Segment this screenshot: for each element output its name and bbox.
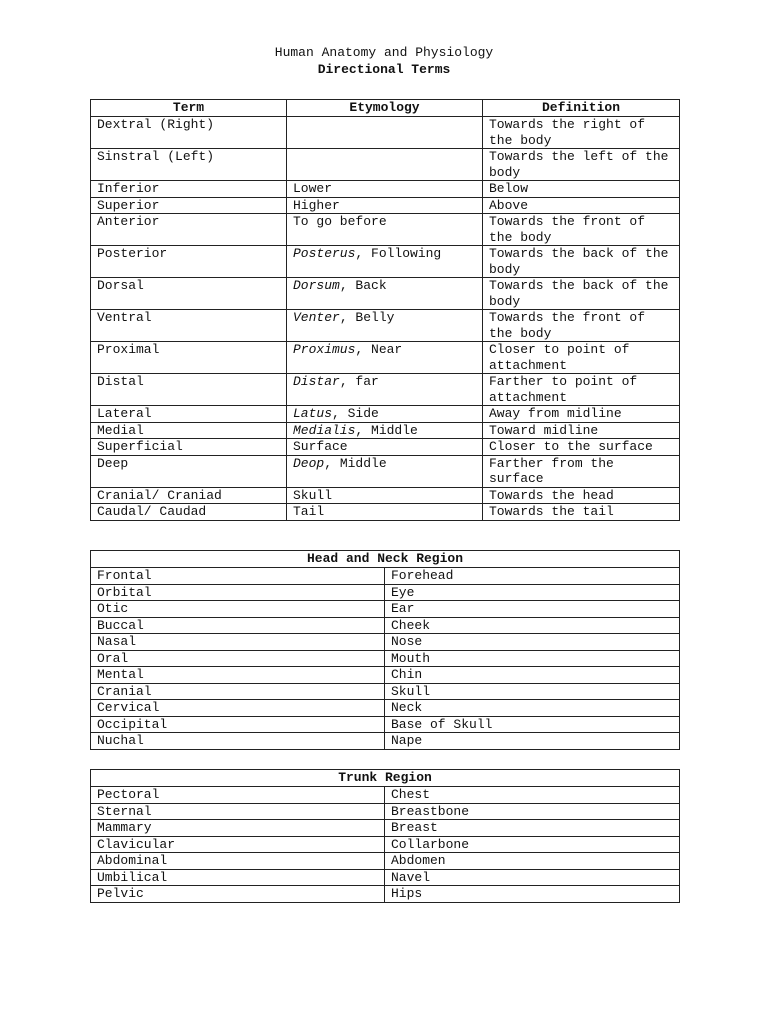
region-meaning-cell: Breastbone: [385, 803, 680, 820]
definition-cell: Towards the left of the body: [483, 149, 680, 181]
region-term-cell: Pectoral: [91, 787, 385, 804]
term-cell: Lateral: [91, 406, 287, 423]
term-cell: Dextral (Right): [91, 117, 287, 149]
etymology-cell: [287, 246, 483, 278]
table-row: [91, 246, 680, 278]
term-cell: Dorsal: [91, 278, 287, 310]
etymology-cell: [287, 374, 483, 406]
table-row: [91, 504, 680, 521]
table-row: [91, 406, 680, 423]
etymology-meaning: , Back: [339, 278, 387, 293]
etymology-meaning: , Middle: [324, 455, 387, 471]
region-term-cell: Orbital: [91, 584, 385, 601]
section-title: Directional Terms: [317, 62, 451, 77]
table-row: [91, 886, 680, 903]
etymology-root: Distar: [293, 374, 340, 389]
etymology-meaning: , Middle: [355, 422, 418, 438]
region-meaning-cell: Chin: [385, 667, 680, 684]
definition-cell: Closer to the surface: [483, 439, 680, 456]
region-meaning-cell: Neck: [385, 700, 680, 717]
head-neck-title: Head and Neck Region: [91, 551, 680, 568]
etymology-cell: [287, 439, 483, 456]
table-row: [91, 278, 680, 310]
region-meaning-cell: Forehead: [385, 568, 680, 585]
term-cell: Deep: [91, 455, 287, 487]
definition-cell: Towards the front of the body: [483, 214, 680, 246]
etymology-meaning: , Belly: [339, 310, 395, 325]
region-term-cell: Buccal: [91, 617, 385, 634]
etymology-meaning: Surface: [293, 439, 348, 454]
table-row: [91, 439, 680, 456]
definition-cell: Closer to point of attachment: [483, 342, 680, 374]
etymology-root: Medialis: [293, 422, 356, 438]
trunk-table: [90, 769, 680, 903]
term-cell: Posterior: [91, 246, 287, 278]
etymology-root: Deop: [293, 455, 325, 471]
etymology-cell: [287, 310, 483, 342]
definition-cell: Towards the right of the body: [483, 117, 680, 149]
table-row: [91, 667, 680, 684]
table-row: [91, 342, 680, 374]
region-meaning-cell: Nose: [385, 634, 680, 651]
etymology-meaning: To go before: [293, 214, 387, 229]
etymology-root: Proximus: [293, 342, 356, 357]
term-cell: Superficial: [91, 439, 287, 456]
table-row: [91, 455, 680, 487]
table-row: [91, 700, 680, 717]
table-row: [91, 487, 680, 504]
etymology-meaning: , Following: [355, 246, 442, 261]
definition-cell: Towards the head: [483, 487, 680, 504]
directional-terms-body: [91, 117, 680, 521]
head-neck-table: [90, 550, 680, 750]
etymology-root: Dorsum: [293, 278, 340, 293]
etymology-cell: [287, 149, 483, 181]
definition-cell: Toward midline: [483, 422, 680, 439]
region-meaning-cell: Hips: [385, 886, 680, 903]
etymology-cell: [287, 422, 483, 439]
table-row: [91, 310, 680, 342]
table-row: [91, 617, 680, 634]
head-neck-body: [91, 568, 680, 750]
etymology-cell: [287, 487, 483, 504]
trunk-body: [91, 787, 680, 903]
region-term-cell: Cranial: [91, 683, 385, 700]
region-term-cell: Oral: [91, 650, 385, 667]
etymology-cell: [287, 504, 483, 521]
region-meaning-cell: Ear: [385, 601, 680, 618]
etymology-cell: [287, 455, 483, 487]
term-cell: Proximal: [91, 342, 287, 374]
region-meaning-cell: Mouth: [385, 650, 680, 667]
table-row: [91, 650, 680, 667]
term-cell: Anterior: [91, 214, 287, 246]
etymology-root: Venter: [293, 310, 340, 325]
region-term-cell: Occipital: [91, 716, 385, 733]
region-term-cell: Mammary: [91, 820, 385, 837]
etymology-meaning: Skull: [293, 487, 333, 503]
etymology-meaning: , Near: [355, 342, 403, 357]
term-cell: Ventral: [91, 310, 287, 342]
etymology-root: Posterus: [293, 246, 356, 261]
definition-cell: Above: [483, 197, 680, 214]
region-term-cell: Umbilical: [91, 869, 385, 886]
term-cell: Distal: [91, 374, 287, 406]
table-row: [91, 634, 680, 651]
term-cell: Inferior: [91, 181, 287, 198]
table-row: [91, 374, 680, 406]
region-meaning-cell: Chest: [385, 787, 680, 804]
region-term-cell: Nuchal: [91, 733, 385, 750]
region-term-cell: Mental: [91, 667, 385, 684]
table-row: [91, 853, 680, 870]
table-header-row: [91, 551, 680, 568]
table-row: [91, 422, 680, 439]
table-row: [91, 836, 680, 853]
table-header-row: [91, 100, 680, 117]
region-term-cell: Otic: [91, 601, 385, 618]
column-header-definition: Definition: [483, 100, 680, 117]
etymology-meaning: Higher: [293, 197, 340, 213]
table-row: [91, 197, 680, 214]
table-row: [91, 869, 680, 886]
term-cell: Superior: [91, 197, 287, 214]
region-meaning-cell: Skull: [385, 683, 680, 700]
title-block: [0, 45, 768, 79]
region-meaning-cell: Breast: [385, 820, 680, 837]
table-row: [91, 683, 680, 700]
table-row: [91, 716, 680, 733]
table-row: [91, 181, 680, 198]
term-cell: Sinstral (Left): [91, 149, 287, 181]
term-cell: Caudal/ Caudad: [91, 504, 287, 521]
definition-cell: Towards the front of the body: [483, 310, 680, 342]
etymology-cell: [287, 342, 483, 374]
term-cell: Cranial/ Craniad: [91, 487, 287, 504]
definition-cell: Farther from the surface: [483, 455, 680, 487]
course-title: Human Anatomy and Physiology: [274, 45, 494, 60]
region-meaning-cell: Base of Skull: [385, 716, 680, 733]
etymology-root: Latus: [293, 406, 333, 421]
table-row: [91, 214, 680, 246]
region-term-cell: Nasal: [91, 634, 385, 651]
table-row: [91, 803, 680, 820]
etymology-cell: [287, 278, 483, 310]
region-term-cell: Frontal: [91, 568, 385, 585]
table-row: [91, 568, 680, 585]
table-row: [91, 601, 680, 618]
column-header-term: Term: [91, 100, 287, 117]
region-term-cell: Abdominal: [91, 853, 385, 870]
region-term-cell: Clavicular: [91, 836, 385, 853]
etymology-cell: [287, 406, 483, 423]
term-cell: Medial: [91, 422, 287, 439]
etymology-cell: [287, 197, 483, 214]
etymology-meaning: , Side: [332, 406, 379, 421]
etymology-meaning: Lower: [293, 181, 333, 196]
region-term-cell: Cervical: [91, 700, 385, 717]
directional-terms-table: [90, 99, 680, 521]
table-row: [91, 820, 680, 837]
definition-cell: Towards the tail: [483, 504, 680, 521]
table-row: [91, 584, 680, 601]
table-row: [91, 787, 680, 804]
table-row: [91, 149, 680, 181]
definition-cell: Farther to point of attachment: [483, 374, 680, 406]
etymology-cell: [287, 117, 483, 149]
region-meaning-cell: Collarbone: [385, 836, 680, 853]
table-header-row: [91, 770, 680, 787]
region-meaning-cell: Abdomen: [385, 853, 680, 870]
etymology-cell: [287, 181, 483, 198]
region-meaning-cell: Eye: [385, 584, 680, 601]
trunk-title: Trunk Region: [91, 770, 680, 787]
etymology-meaning: , far: [339, 374, 379, 389]
region-term-cell: Pelvic: [91, 886, 385, 903]
definition-cell: Away from midline: [483, 406, 680, 423]
definition-cell: Below: [483, 181, 680, 198]
column-header-etymology: Etymology: [287, 100, 483, 117]
definition-cell: Towards the back of the body: [483, 278, 680, 310]
region-term-cell: Sternal: [91, 803, 385, 820]
region-meaning-cell: Cheek: [385, 617, 680, 634]
etymology-meaning: Tail: [293, 504, 325, 519]
etymology-cell: [287, 214, 483, 246]
table-row: [91, 733, 680, 750]
definition-cell: Towards the back of the body: [483, 246, 680, 278]
table-row: [91, 117, 680, 149]
region-meaning-cell: Navel: [385, 869, 680, 886]
region-meaning-cell: Nape: [385, 733, 680, 750]
